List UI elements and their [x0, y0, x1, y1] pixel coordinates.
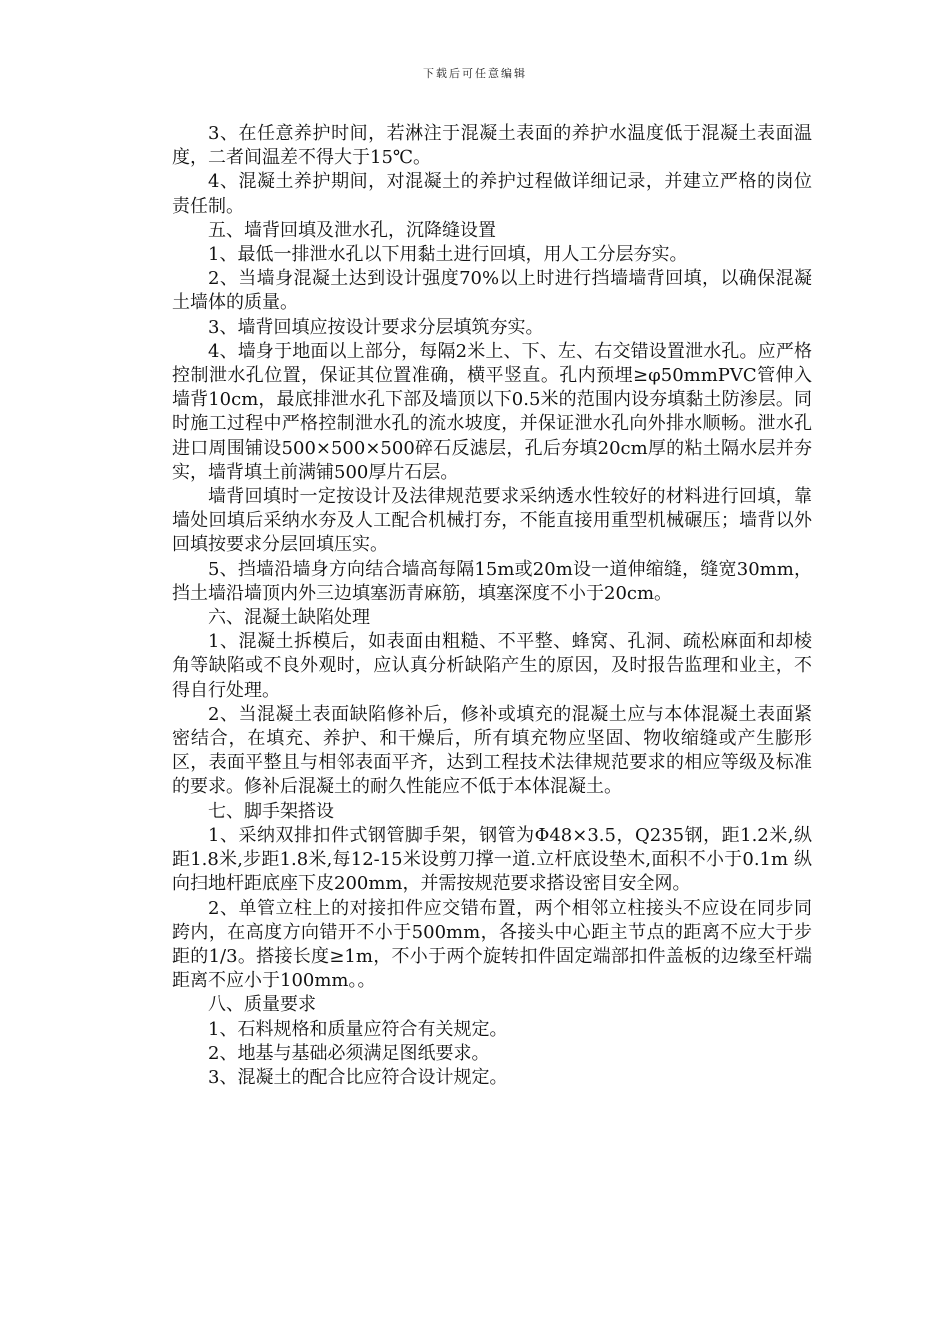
- paragraph: 3、在任意养护时间，若淋注于混凝土表面的养护水温度低于混凝土表面温度，二者间温差不得大于15℃。: [172, 123, 812, 169]
- paragraph: 2、单管立柱上的对接扣件应交错布置，两个相邻立柱接头不应设在同步同跨内，在高度方向错开不小于500mm，各接头中心距主节点的距离不应大于步距的1/3。搭接长度≥1m，不小于两个旋转扣件固定端部扣件盖板的边缘至杆端距离不应小于100mm。。: [172, 897, 812, 992]
- section-heading: 五、墙背回填及泄水孔，沉降缝设置: [208, 219, 496, 241]
- page-header: 下载后可任意编辑: [423, 67, 527, 80]
- section-heading: 八、质量要求: [208, 994, 316, 1016]
- paragraph: 2、当墙身混凝土达到设计强度70%以上时进行挡墙墙背回填，以确保混凝土墙体的质量。: [172, 268, 812, 314]
- section-heading: 六、混凝土缺陷处理: [208, 607, 370, 629]
- paragraph: 1、最低一排泄水孔以下用黏土进行回填，用人工分层夯实。: [208, 244, 688, 266]
- paragraph: 3、墙背回填应按设计要求分层填筑夯实。: [208, 316, 544, 338]
- paragraph: 1、石料规格和质量应符合有关规定。: [208, 1018, 508, 1040]
- paragraph: 4、混凝土养护期间，对混凝土的养护过程做详细记录，并建立严格的岗位责任制。: [172, 171, 812, 217]
- paragraph: 墙背回填时一定按设计及法律规范要求采纳透水性较好的材料进行回填，靠墙处回填后采纳水夯及人工配合机械打夯，不能直接用重型机械碾压；墙背以外回填按要求分层回填压实。: [172, 486, 812, 556]
- paragraph: 4、墙身于地面以上部分，每隔2米上、下、左、右交错设置泄水孔。应严格控制泄水孔位置，保证其位置准确，横平竖直。孔内预埋≥φ50mmPVC管伸入墙背10cm，最底排泄水孔下部及墙顶以下0.5米的范围内设夯填黏土防渗层。同时施工过程中严格控制泄水孔的流水坡度，并保证泄水孔向外排水顺畅。泄水孔进口周围铺设500×500×500碎石反滤层，孔后夯填20cm厚的粘土隔水层并夯实，墙背填土前满铺500厚片石层。: [172, 340, 812, 483]
- paragraph: 5、挡墙沿墙身方向结合墙高每隔15m或20m设一道伸缩缝，缝宽30mm，挡土墙沿墙顶内外三边填塞沥青麻筋，填塞深度不小于20cm。: [172, 558, 812, 604]
- paragraph: 1、采纳双排扣件式钢管脚手架，钢管为Φ48×3.5，Q235钢，距1.2米,纵距1.8米,步距1.8米,每12-15米设剪刀撑一道.立杆底设垫木,面积不小于0.1m 纵向扫地杆距底座下皮200mm，并需按规范要求搭设密目安全网。: [172, 824, 812, 895]
- document-body: [172, 122, 812, 1090]
- paragraph: 1、混凝土拆模后，如表面由粗糙、不平整、蜂窝、孔洞、疏松麻面和却棱角等缺陷或不良外观时，应认真分析缺陷产生的原因，及时报告监理和业主，不得自行处理。: [172, 631, 812, 701]
- paragraph: 3、混凝土的配合比应符合设计规定。: [208, 1066, 508, 1088]
- paragraph: 2、地基与基础必须满足图纸要求。: [208, 1042, 490, 1064]
- section-heading: 七、脚手架搭设: [208, 800, 334, 822]
- paragraph: 2、当混凝土表面缺陷修补后，修补或填充的混凝土应与本体混凝土表面紧密结合，在填充、养护、和干燥后，所有填充物应坚固、物收缩缝或产生膨形区，表面平整且与相邻表面平齐，达到工程技术法律规范要求的相应等级及标准的要求。修补后混凝土的耐久性能应不低于本体混凝土。: [172, 703, 812, 798]
